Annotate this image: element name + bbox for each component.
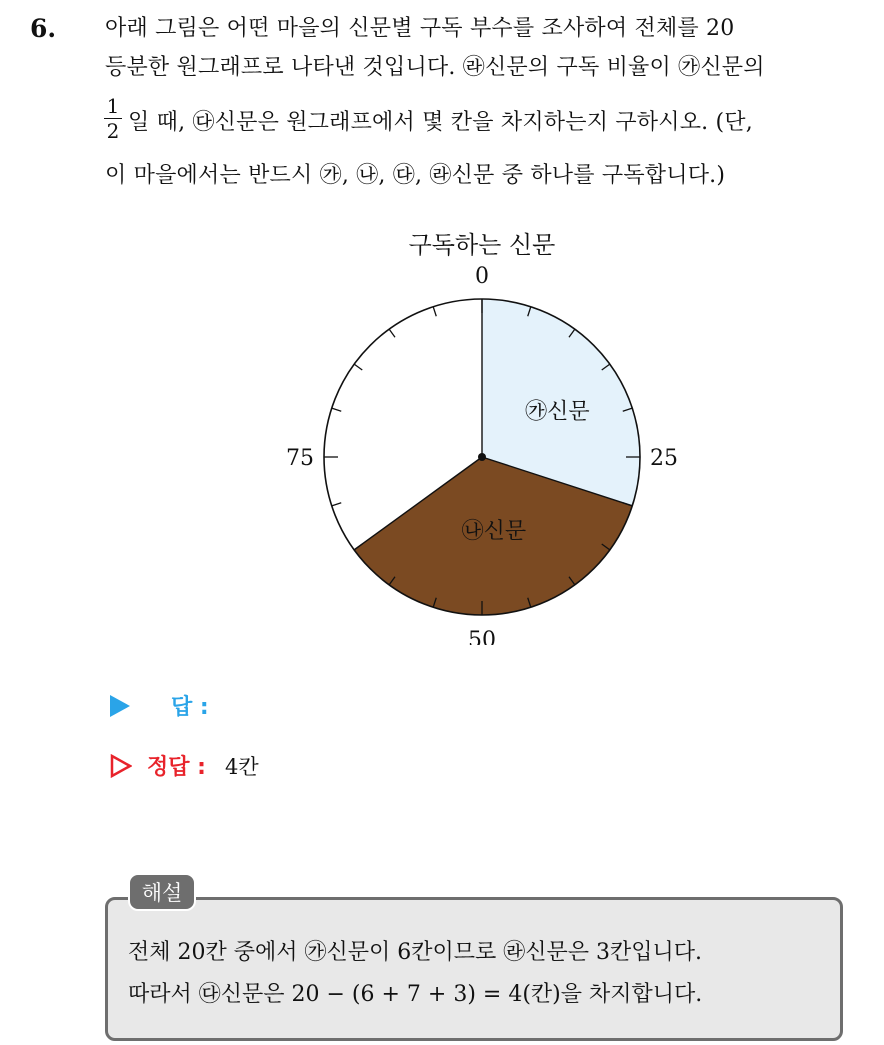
answer-row (110, 690, 209, 721)
explanation-line-1: 전체 20칸 중에서 ㉮신문이 6칸이므로 ㉱신문은 3칸입니다. (128, 940, 702, 965)
question-text-line-4: 이 마을에서는 반드시 ㉮, ㉯, ㉰, ㉱신문 중 하나를 구독합니다.) (105, 163, 726, 188)
fraction-one-half (104, 96, 122, 141)
correct-answer-value: 4칸 (224, 754, 259, 779)
question-number: 6. (30, 14, 57, 43)
pie-chart-svg (280, 225, 690, 645)
scale-label-75: 75 (286, 446, 314, 471)
fraction-denominator: 2 (106, 119, 120, 143)
slice-label-1: ㉯신문 (461, 518, 527, 544)
question-text-line-2: 등분한 원그래프로 나타낸 것입니다. ㉱신문의 구독 비율이 ㉮신문의 (105, 55, 765, 80)
correct-answer-row (110, 750, 259, 781)
correct-answer-label: 정답 : (147, 755, 206, 780)
slice-label-0: ㉮신문 (525, 399, 590, 425)
scale-label-50: 50 (468, 628, 496, 645)
question-text-line-3: 일 때, ㉰신문은 원그래프에서 몇 칸을 차지하는지 구하시오. (단, (128, 110, 753, 135)
pie-chart (280, 225, 690, 645)
chart-title: 구독하는 신문 (408, 231, 556, 259)
answer-label: 답 : (171, 695, 209, 720)
explanation-tab: 해설 (128, 873, 196, 911)
explanation-box (105, 897, 843, 1041)
fraction-numerator: 1 (104, 96, 122, 119)
scale-label-0: 0 (475, 264, 489, 289)
explanation-line-2: 따라서 ㉰신문은 20 − (6 + 7 + 3) = 4(칸)을 차지합니다. (128, 982, 703, 1007)
question-text-line-1: 아래 그림은 어떤 마을의 신문별 구독 부수를 조사하여 전체를 20 (105, 16, 735, 41)
scale-label-25: 25 (650, 446, 678, 471)
outline-triangle-icon (110, 754, 132, 778)
play-triangle-icon (110, 695, 130, 717)
pie-center-dot (478, 453, 486, 461)
